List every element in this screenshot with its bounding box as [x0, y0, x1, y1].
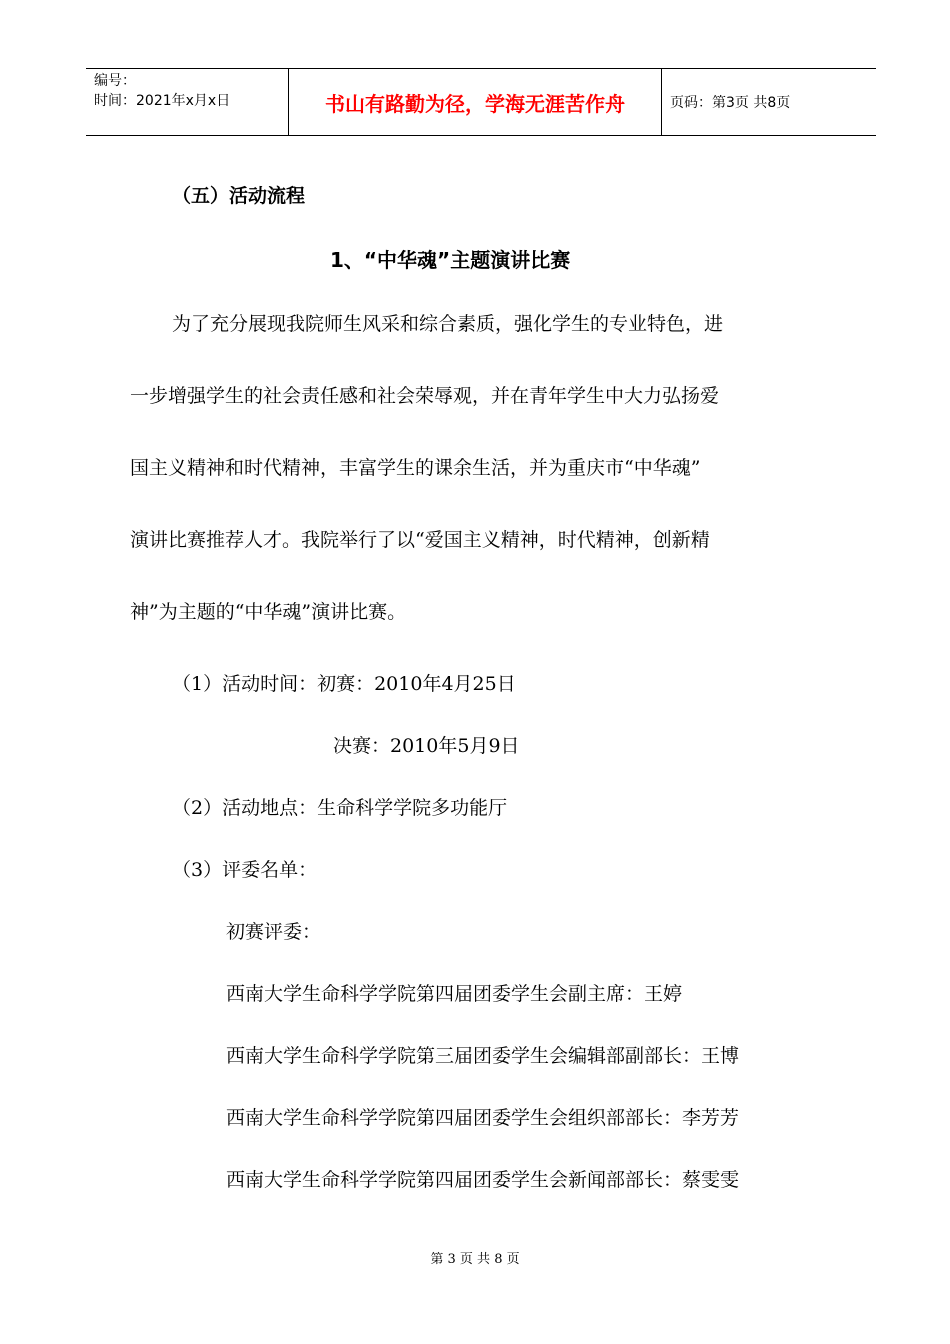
paragraph-line: 演讲比赛推荐人才。我院举行了以“爱国主义精神，时代精神，创新精 [130, 529, 710, 551]
final-time: 决赛：2010年5月9日 [333, 735, 520, 757]
judges-heading: （3）评委名单： [172, 859, 318, 881]
judge-entry: 西南大学生命科学学院第三届团委学生会编辑部副部长：王博 [226, 1045, 740, 1067]
header-time: 时间：2021年x月x日 [94, 93, 231, 109]
judge-entry: 西南大学生命科学学院第四届团委学生会组织部部长：李芳芳 [226, 1107, 740, 1129]
page-header [86, 68, 876, 136]
activity-time: （1）活动时间：初赛：2010年4月25日 [172, 673, 516, 695]
subtitle: 1、“中华魂”主题演讲比赛 [330, 248, 571, 272]
page-footer: 第 3 页 共 8 页 [430, 1252, 520, 1267]
header-meta [86, 69, 288, 135]
activity-place: （2）活动地点：生命科学学院多功能厅 [172, 797, 508, 819]
prelim-judges-label: 初赛评委： [226, 921, 322, 943]
section-heading: （五）活动流程 [172, 185, 306, 207]
header-page-number: 页码：第3页 共8页 [670, 95, 791, 111]
header-page-cell [662, 69, 876, 135]
paragraph-line: 国主义精神和时代精神，丰富学生的课余生活，并为重庆市“中华魂” [130, 457, 701, 479]
paragraph-line: 一步增强学生的社会责任感和社会荣辱观，并在青年学生中大力弘扬爱 [130, 385, 720, 407]
paragraph-line: 神”为主题的“中华魂”演讲比赛。 [130, 601, 407, 623]
paragraph-line: 为了充分展现我院师生风采和综合素质，强化学生的专业特色，进 [172, 313, 724, 335]
judge-entry: 西南大学生命科学学院第四届团委学生会副主席：王婷 [226, 983, 683, 1005]
judge-entry: 西南大学生命科学学院第四届团委学生会新闻部部长：蔡雯雯 [226, 1169, 740, 1191]
header-motto-cell [288, 69, 662, 135]
header-motto: 书山有路勤为径，学海无涯苦作舟 [325, 91, 625, 116]
header-number: 编号： [94, 73, 136, 89]
